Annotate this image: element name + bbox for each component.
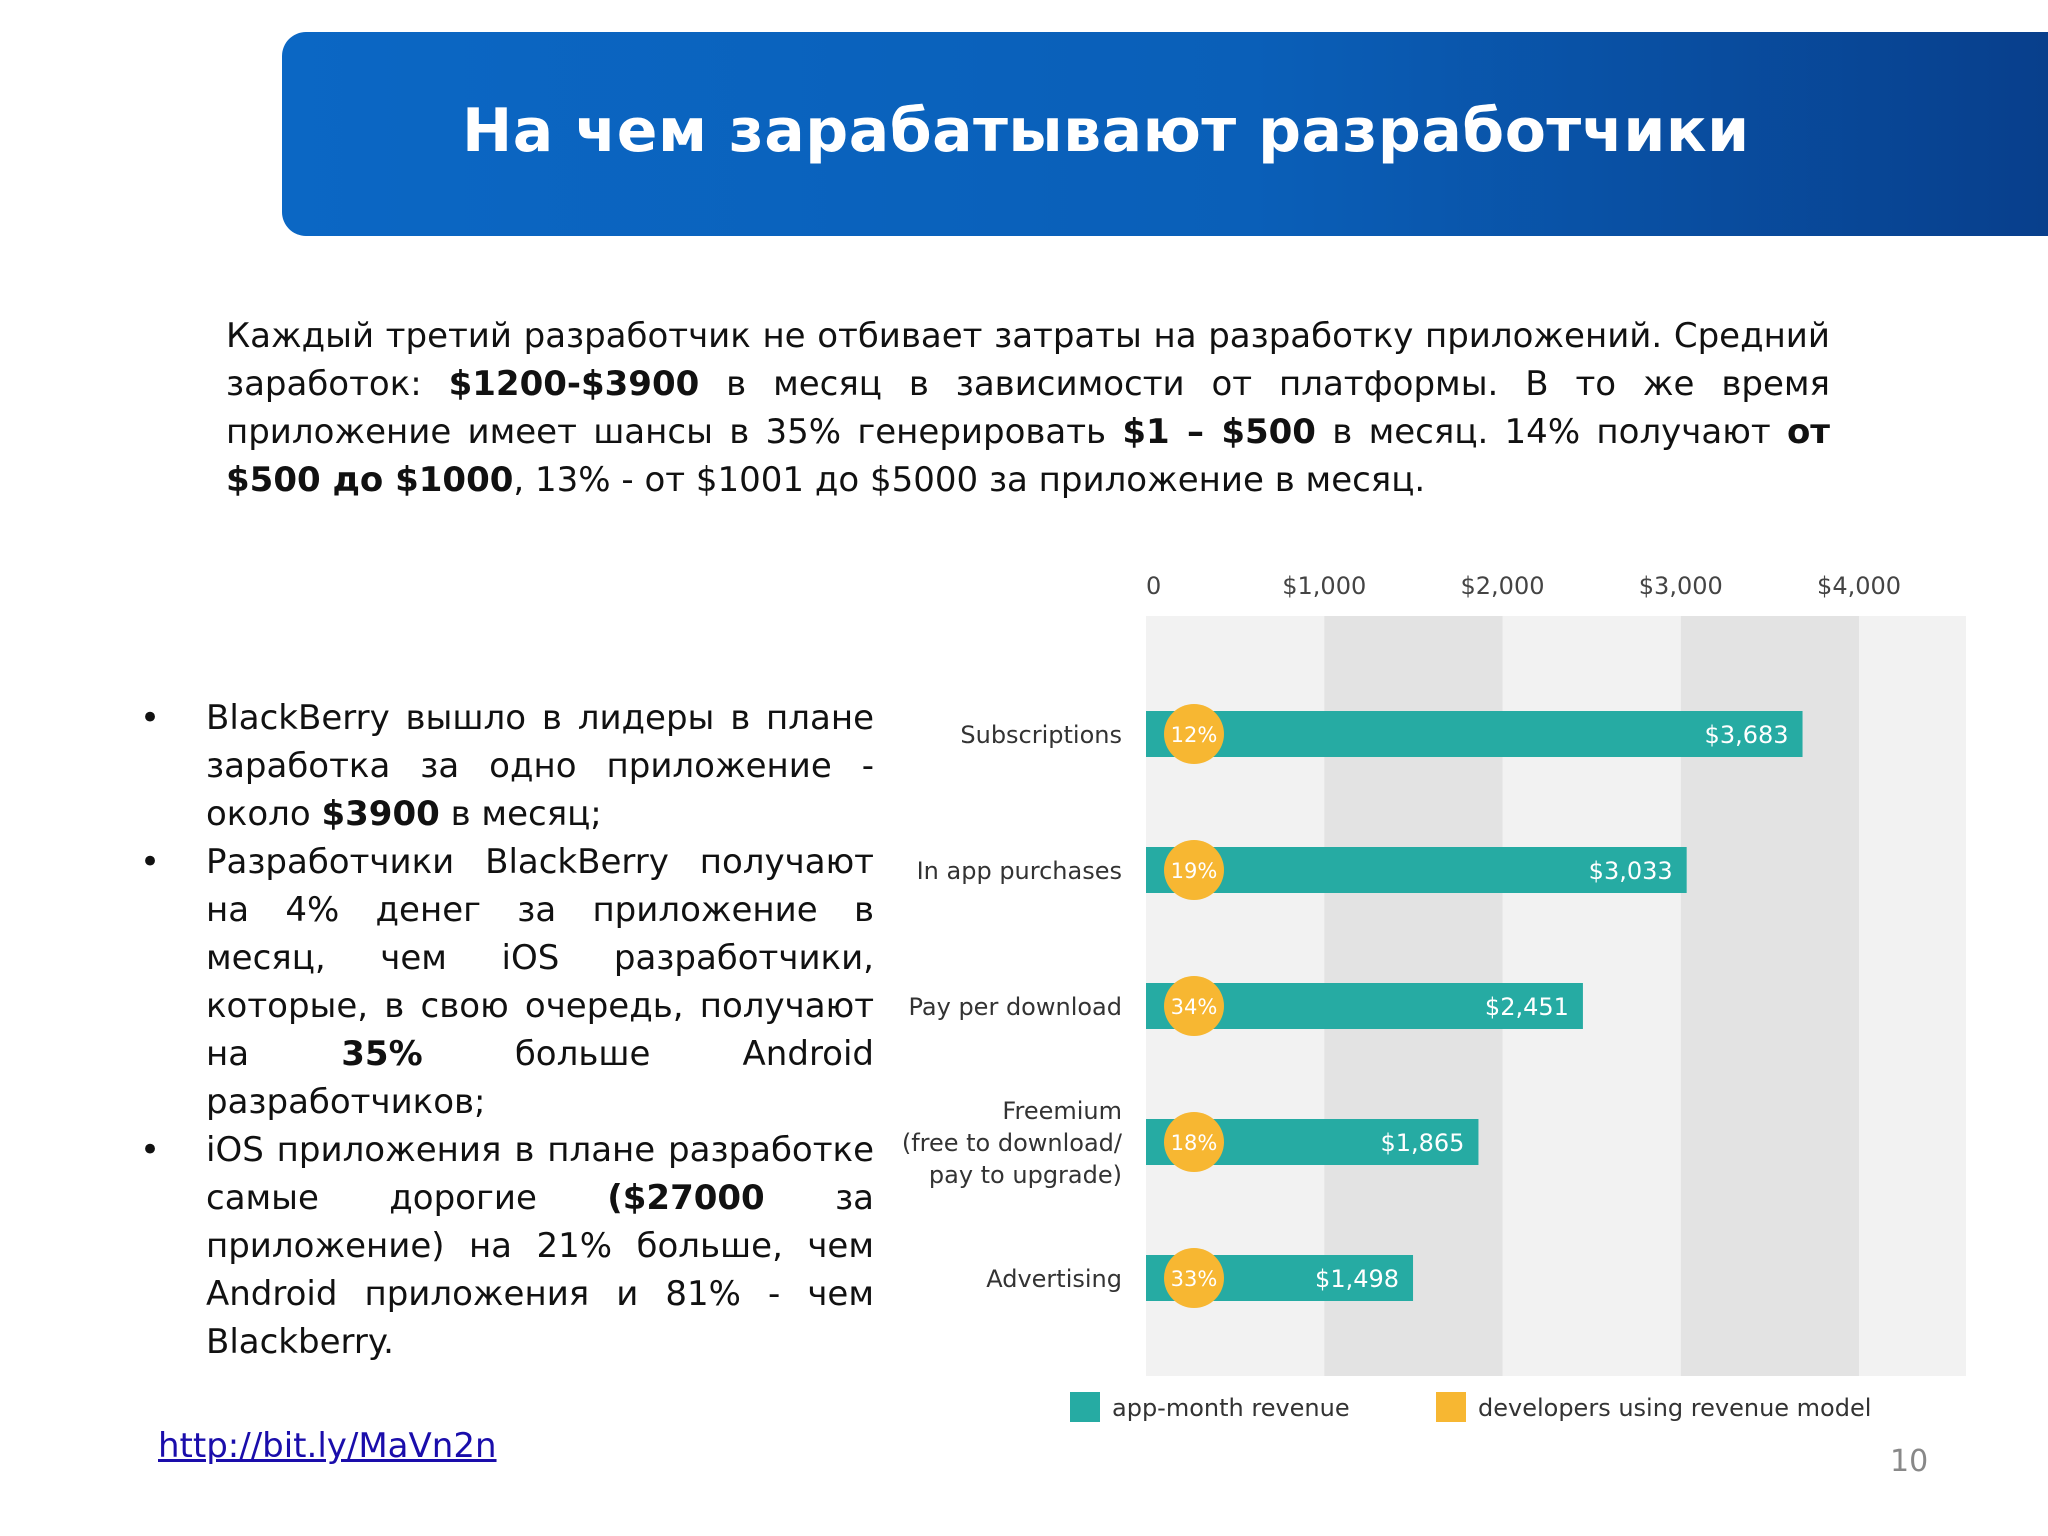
x-tick-label: 0 xyxy=(1146,572,1162,600)
category-label: Pay per download xyxy=(908,993,1122,1021)
bullet-dot: • xyxy=(140,842,161,882)
bullet-item xyxy=(140,694,874,838)
category-label: Subscriptions xyxy=(960,721,1122,749)
x-tick-label: $2,000 xyxy=(1460,572,1545,600)
category-label: (free to download/ xyxy=(901,1129,1122,1157)
bullet-run: $3900 xyxy=(321,794,440,834)
revenue-value-label: $3,033 xyxy=(1588,857,1673,885)
developer-share-label: 19% xyxy=(1170,859,1218,883)
intro-run: $1 – $500 xyxy=(1122,412,1316,452)
category-label: In app purchases xyxy=(916,857,1122,885)
intro-run: Каждый третий разработчик не отбивает затраты на разработку приложений. Средний заработок: xyxy=(226,316,1830,404)
revenue-value-label: $1,498 xyxy=(1315,1265,1400,1293)
bullet-dot: • xyxy=(140,698,161,738)
intro-run: в месяц в зависимости от платформы. В то же время приложение имеет шансы в 35% генерировать xyxy=(226,364,1830,452)
page-number: 10 xyxy=(1890,1444,1929,1479)
bullet-run: BlackBerry вышло в лидеры в плане заработка за одно приложение - около xyxy=(206,698,874,834)
legend-swatch-revenue xyxy=(1070,1392,1100,1422)
intro-run: , 13% - от $1001 до $5000 за приложение в месяц. xyxy=(513,460,1426,500)
developer-share-label: 33% xyxy=(1170,1267,1218,1291)
grid-band xyxy=(1859,616,1966,1376)
bullet-run: за приложение) на 21% больше, чем Android приложения и 81% - чем Blackberry. xyxy=(206,1178,874,1362)
bullet-run: больше Android разработчиков; xyxy=(206,1034,875,1122)
bullet-run: iOS приложения в плане разработке самые дорогие xyxy=(206,1130,874,1218)
category-label: Advertising xyxy=(986,1265,1122,1293)
bullet-item xyxy=(140,838,874,1126)
bullet-run: ($27000 xyxy=(607,1178,765,1218)
bullet-run: в месяц; xyxy=(439,794,602,834)
developer-share-label: 34% xyxy=(1170,995,1218,1019)
source-link[interactable]: http://bit.ly/MaVn2n xyxy=(158,1426,497,1466)
legend-swatch-developers xyxy=(1436,1392,1466,1422)
developer-share-label: 18% xyxy=(1170,1131,1218,1155)
x-tick-label: $1,000 xyxy=(1282,572,1367,600)
x-tick-label: $3,000 xyxy=(1638,572,1723,600)
intro-run: $1200-$3900 xyxy=(448,364,700,404)
intro-paragraph xyxy=(226,312,1830,504)
page-title: На чем зарабатывают разработчики xyxy=(462,96,1750,166)
bullet-run: Разработчики BlackBerry получают на 4% денег за приложение в месяц, чем iOS разработчики, которые, в свою очередь, получают на xyxy=(206,842,874,1074)
x-tick-label: $4,000 xyxy=(1817,572,1902,600)
bullet-dot: • xyxy=(140,1130,161,1170)
revenue-value-label: $1,865 xyxy=(1380,1129,1465,1157)
legend-label-developers: developers using revenue model xyxy=(1478,1394,1872,1422)
revenue-value-label: $2,451 xyxy=(1484,993,1569,1021)
revenue-model-chart xyxy=(890,560,1970,1440)
developer-share-label: 12% xyxy=(1170,723,1218,747)
category-label: Freemium xyxy=(1002,1097,1122,1125)
bullet-item xyxy=(140,1126,874,1366)
revenue-value-label: $3,683 xyxy=(1704,721,1789,749)
bullet-run: 35% xyxy=(341,1034,423,1074)
intro-run: от $500 до $1000 xyxy=(226,412,1831,500)
intro-run: в месяц. 14% получают xyxy=(1315,412,1787,452)
category-label: pay to upgrade) xyxy=(928,1161,1122,1189)
bullet-list xyxy=(140,694,874,1366)
legend-label-revenue: app-month revenue xyxy=(1112,1394,1350,1422)
